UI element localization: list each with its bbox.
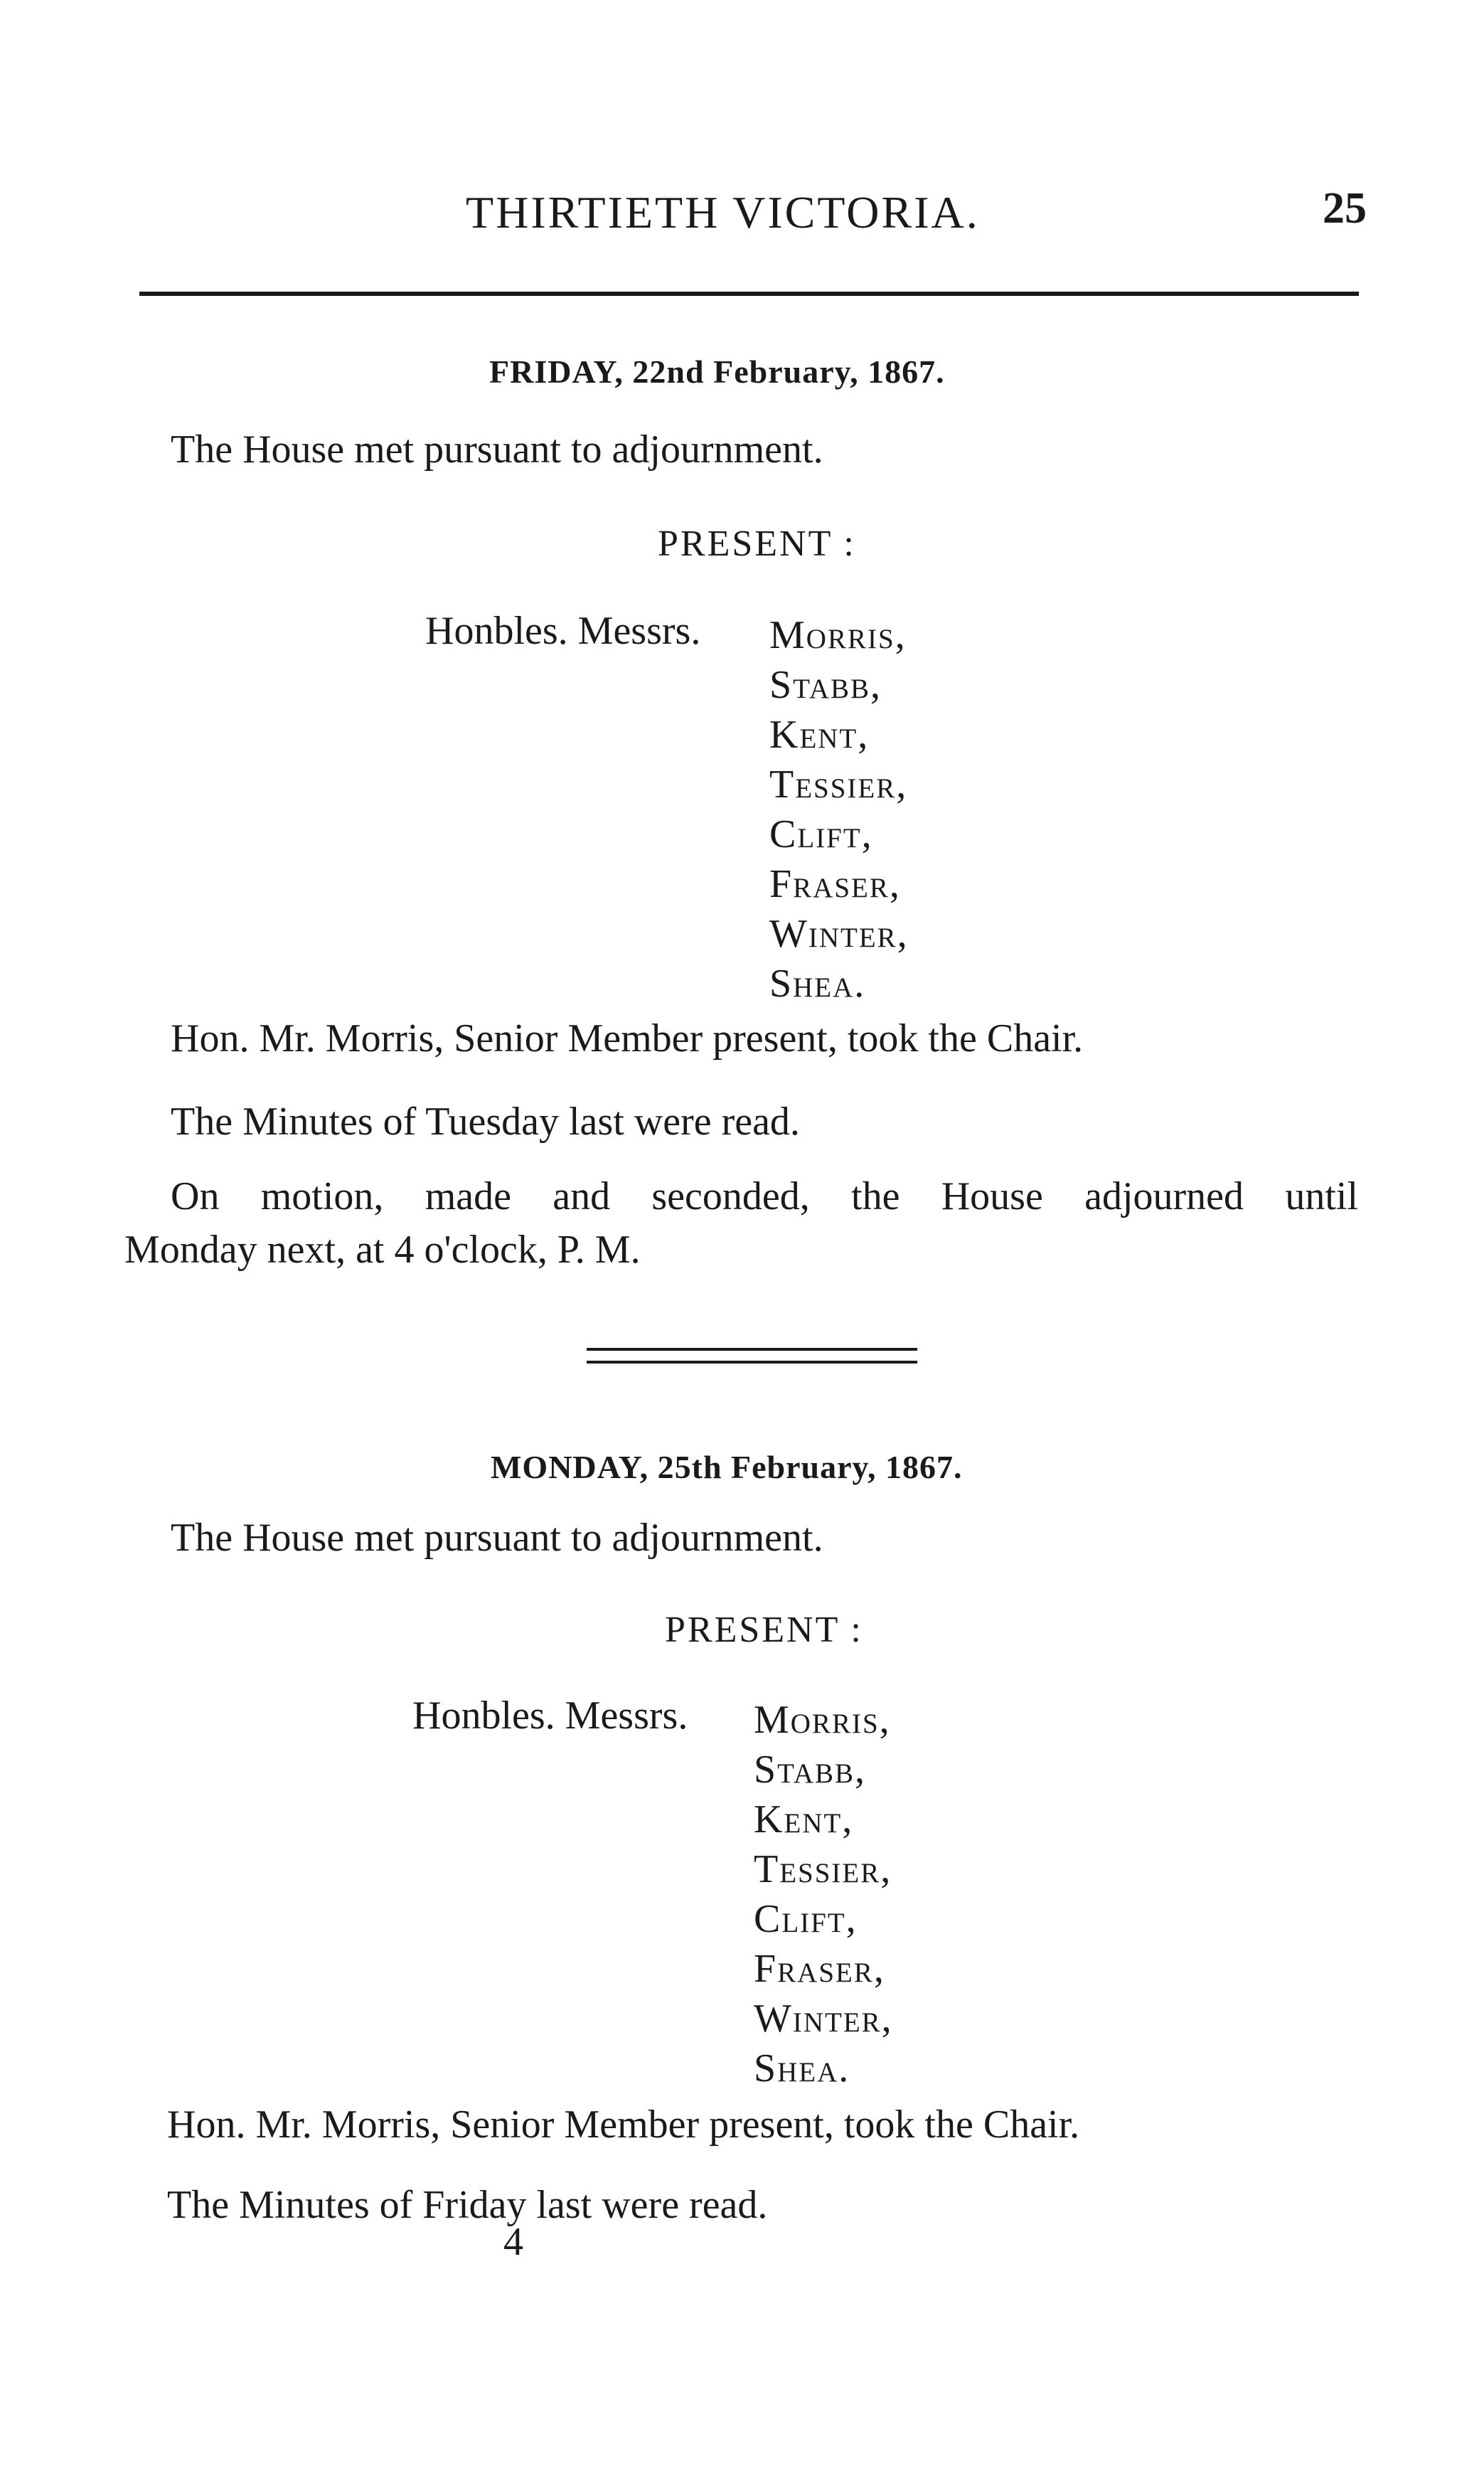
member-name: Winter, [754, 1997, 893, 2041]
member-name: Tessier, [769, 762, 908, 807]
present-label-monday: PRESENT : [665, 1610, 863, 1650]
honbles-label-monday: Honbles. Messrs. [412, 1694, 688, 1738]
motion-line-2: Monday next, at 4 o'clock, P. M. [124, 1228, 641, 1272]
member-name: Stabb, [769, 663, 882, 707]
chair-line-friday: Hon. Mr. Morris, Senior Member present, took the Chair. [171, 1016, 1084, 1061]
present-label-friday: PRESENT : [658, 524, 856, 564]
page-number: 25 [1323, 184, 1367, 233]
minutes-line-friday: The Minutes of Tuesday last were read. [171, 1100, 800, 1144]
member-list-monday [754, 1695, 893, 2093]
member-name: Stabb, [754, 1748, 867, 1792]
member-name: Clift, [769, 812, 873, 856]
running-title: THIRTIETH VICTORIA. [466, 187, 980, 238]
signature-mark: 4 [503, 2220, 523, 2264]
section-divider [587, 1348, 917, 1364]
member-name: Kent, [769, 713, 870, 757]
minutes-line-monday: The Minutes of Friday last were read. [167, 2183, 768, 2227]
date-heading-friday: FRIDAY, 22nd February, 1867. [489, 354, 945, 390]
opening-line-friday: The House met pursuant to adjournment. [171, 427, 823, 472]
chair-line-monday: Hon. Mr. Morris, Senior Member present, took the Chair. [167, 2103, 1080, 2147]
header-rule [139, 292, 1359, 296]
member-name: Tessier, [754, 1847, 892, 1891]
honbles-label-friday: Honbles. Messrs. [425, 609, 701, 653]
member-name: Fraser, [769, 862, 901, 906]
date-heading-monday: MONDAY, 25th February, 1867. [491, 1449, 963, 1485]
opening-line-monday: The House met pursuant to adjournment. [171, 1516, 823, 1560]
member-name: Winter, [769, 912, 909, 956]
member-name: Shea. [769, 962, 866, 1006]
member-name: Kent, [754, 1797, 854, 1842]
member-list-friday [769, 610, 909, 1009]
member-name: Fraser, [754, 1947, 885, 1991]
member-name: Morris, [754, 1698, 891, 1742]
member-name: Shea. [754, 2046, 850, 2090]
member-name: Clift, [754, 1897, 858, 1941]
motion-line-1: On motion, made and seconded, the House adjourned until [171, 1174, 1358, 1218]
member-name: Morris, [769, 613, 907, 657]
